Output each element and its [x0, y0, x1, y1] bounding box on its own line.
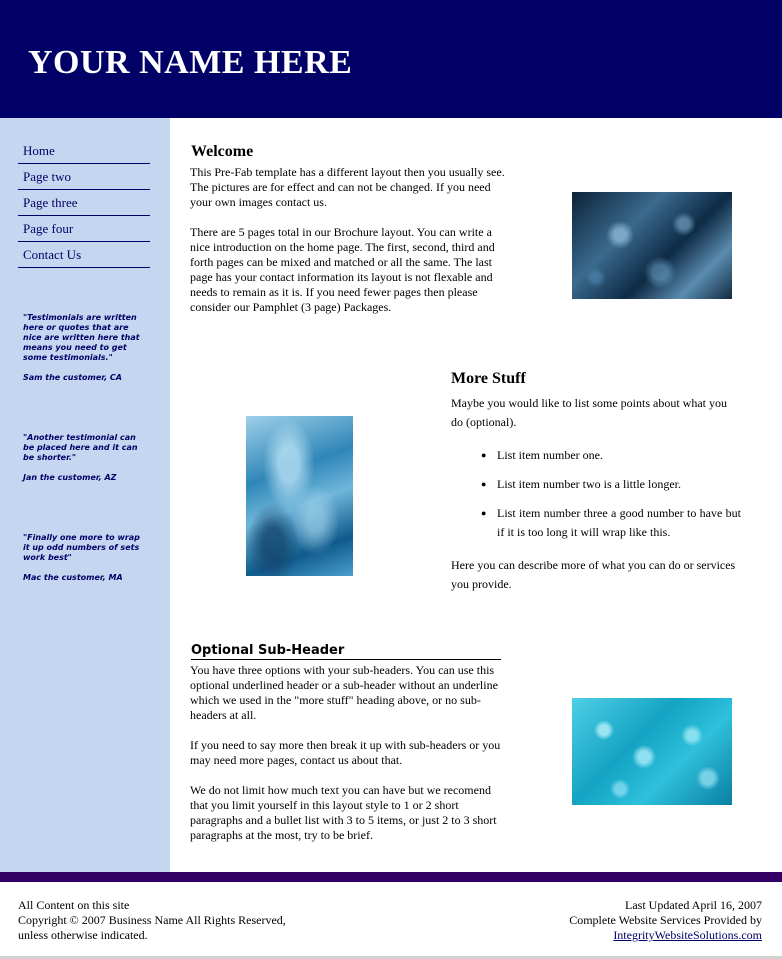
provider-link[interactable]: IntegrityWebsiteSolutions.com — [613, 928, 762, 942]
site-header — [0, 0, 782, 118]
testimonial-author: Mac the customer, MA — [23, 573, 123, 582]
nav-item-home[interactable]: Home — [18, 138, 150, 164]
list-item: ● List item number two is a little longer. — [451, 475, 741, 494]
testimonial-author: Jan the customer, AZ — [23, 473, 117, 482]
testimonial-2 — [23, 433, 148, 483]
last-updated: Last Updated April 16, 2007 — [625, 898, 762, 912]
aqua-bubbles-image — [572, 698, 732, 805]
more-stuff-intro: Maybe you would like to list some points about what you do (optional). — [451, 396, 727, 429]
blue-swirl-image — [246, 416, 353, 576]
sidebar — [0, 118, 170, 872]
copyright-line: unless otherwise indicated. — [18, 928, 148, 942]
site-footer — [0, 882, 782, 959]
testimonial-quote: "Another testimonial can be placed here and it can be shorter." — [23, 433, 138, 462]
more-stuff-heading: More Stuff — [451, 370, 526, 387]
site-title: YOUR NAME HERE — [28, 44, 353, 81]
testimonial-3 — [23, 533, 148, 583]
welcome-heading: Welcome — [191, 143, 254, 160]
credits-block — [569, 898, 762, 943]
main-nav — [18, 138, 150, 268]
sub-section-text — [190, 663, 508, 858]
testimonial-quote: "Finally one more to wrap it up odd numbers of sets work best" — [23, 533, 140, 562]
nav-item-page-two[interactable]: Page two — [18, 164, 150, 190]
sub-paragraph: We do not limit how much text you can have but we recomend that you limit yourself in this layout style to 1 or 2 short paragraphs and a bullet list with 3 to 5 items, or just 2 to 3 short paragraphs at the most, try to be brief. — [190, 783, 497, 842]
testimonial-author: Sam the customer, CA — [23, 373, 122, 382]
sub-paragraph: If you need to say more then break it up with sub-headers or you may need more pages, contact us about that. — [190, 738, 501, 767]
sub-header: Optional Sub-Header — [191, 643, 501, 660]
more-stuff-outro: Here you can describe more of what you can do or services you provide. — [451, 558, 736, 591]
nav-item-page-four[interactable]: Page four — [18, 216, 150, 242]
copyright-block — [18, 898, 286, 943]
welcome-text — [190, 165, 508, 330]
main-content — [170, 118, 782, 872]
nav-item-contact-us[interactable]: Contact Us — [18, 242, 150, 268]
dark-water-image — [572, 192, 732, 299]
testimonial-quote: "Testimonials are written here or quotes that are nice are written here that means you need to get some testimonials." — [23, 313, 140, 362]
welcome-paragraph: This Pre-Fab template has a different layout then you usually see. The pictures are for effect and can not be changed. If you need your own images contact us. — [190, 165, 505, 209]
copyright-line: All Content on this site — [18, 898, 130, 912]
more-stuff-text — [451, 394, 741, 594]
provided-by: Complete Website Services Provided by — [569, 913, 762, 927]
footer-divider — [0, 872, 782, 882]
list-item: ● List item number one. — [451, 446, 741, 465]
sub-paragraph: You have three options with your sub-headers. You can use this optional underlined header or a sub-header without an underline which we used in the "more stuff" heading above, or no sub-headers at all. — [190, 663, 498, 722]
testimonial-1 — [23, 313, 148, 383]
list-item: ● List item number three a good number to have but if it is too long it will wrap like this. — [451, 504, 741, 542]
nav-item-page-three[interactable]: Page three — [18, 190, 150, 216]
more-stuff-list — [451, 446, 741, 542]
copyright-line: Copyright © 2007 Business Name All Rights Reserved, — [18, 913, 286, 927]
welcome-paragraph: There are 5 pages total in our Brochure layout. You can write a nice introduction on the home page. The first, second, third and forth pages can be mixed and matched or all the same. The last page has your contact information its layout is not flexable and needs to remain as it is. If you need fewer pages then please consider our Pamphlet (3 page) Packages. — [190, 225, 495, 314]
